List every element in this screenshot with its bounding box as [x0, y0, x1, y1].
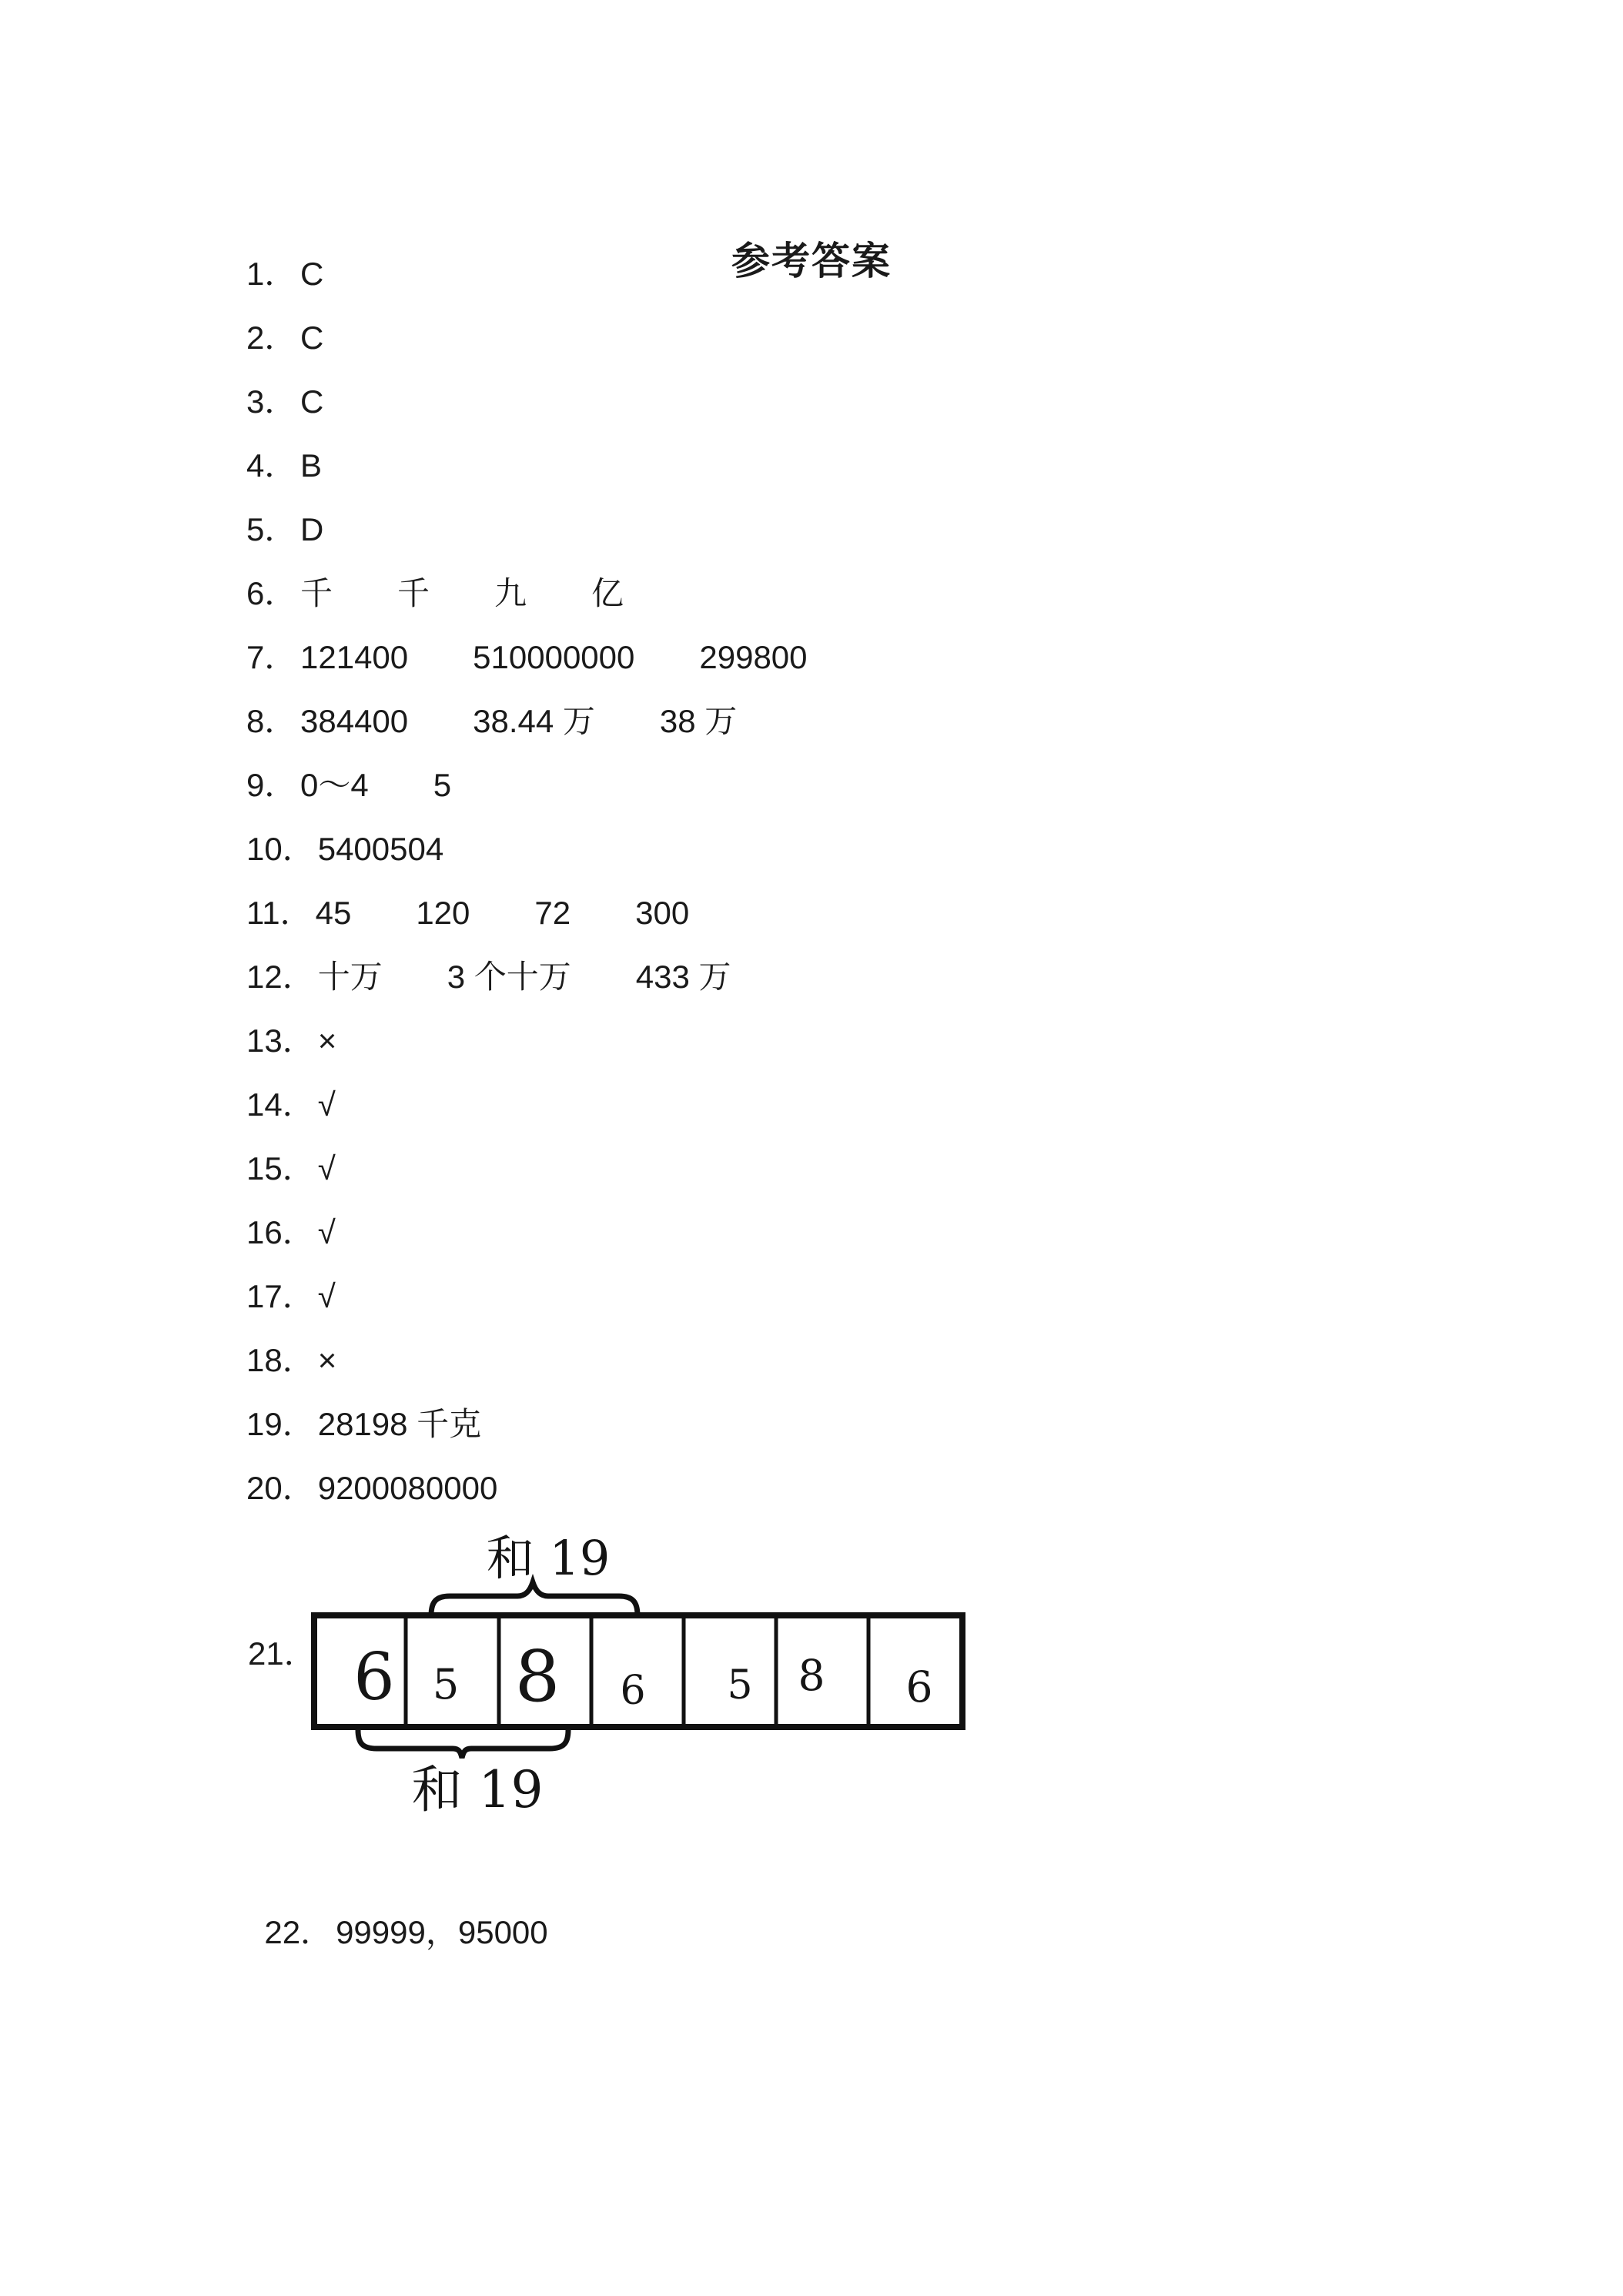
answer-row-21	[0, 1505, 1623, 1867]
strip-cell-value: 5	[727, 1662, 753, 1709]
answer-row-13	[246, 1009, 1478, 1073]
answer-row-1	[246, 242, 1478, 306]
answer-text: C	[300, 256, 324, 292]
top-brace	[431, 1582, 637, 1615]
answer-row-14	[246, 1073, 1478, 1136]
strip-cell-value: 6	[620, 1668, 646, 1714]
answer-text: 千 千 九 亿	[300, 575, 624, 611]
answer-number: 18．	[246, 1342, 315, 1378]
answer-number: 17．	[246, 1278, 315, 1314]
answer-text: 99999，95000	[336, 1914, 548, 1950]
strip-cell-value: 6	[905, 1662, 933, 1712]
answer-text: C	[300, 383, 324, 420]
bottom-sum-label: 和 19	[411, 1760, 544, 1819]
answer-row-16	[246, 1200, 1478, 1264]
answer-text: 384400 38.44 万 38 万	[300, 703, 738, 739]
answer-number: 11．	[246, 895, 313, 931]
answer-number: 1．	[246, 256, 297, 292]
answer-text: 0～4 5	[300, 767, 452, 803]
answer-text: 121400 510000000 299800	[300, 639, 808, 675]
answer-number: 9．	[246, 767, 297, 803]
answer-row-19	[246, 1392, 1478, 1456]
answer-list	[246, 242, 1478, 1520]
answer-number: 10．	[246, 831, 315, 867]
answer-text: √	[317, 1086, 336, 1123]
top-sum-label: 和 19	[486, 1530, 611, 1586]
answer-row-17	[246, 1264, 1478, 1328]
strip-cell-value: 8	[798, 1651, 825, 1700]
answer-text: √	[317, 1278, 336, 1314]
answer-text: D	[300, 511, 324, 547]
answer-row-22	[246, 1836, 548, 1950]
answer-number: 12．	[246, 959, 315, 995]
page-title: 参考答案	[731, 239, 892, 283]
answer-number: 14．	[246, 1086, 315, 1123]
answer-row-7	[246, 625, 1478, 689]
strip-cell-value: 8	[514, 1635, 561, 1718]
answer-row-9	[246, 753, 1478, 817]
answer-text: √	[317, 1150, 336, 1186]
answer-text: C	[300, 320, 324, 356]
answer-text: 45 120 72 300	[315, 895, 690, 931]
bottom-brace	[358, 1730, 568, 1758]
answer-number: 3．	[246, 383, 297, 420]
answer-text: 9200080000	[317, 1470, 498, 1506]
answer-number: 15．	[246, 1150, 315, 1186]
answer-row-5	[246, 497, 1478, 561]
answer-number: 19．	[246, 1406, 315, 1442]
answer-number: 8．	[246, 703, 297, 739]
answer-row-10	[246, 817, 1478, 881]
answer-number: 13．	[246, 1022, 315, 1059]
answer-row-8	[246, 689, 1478, 753]
answer-row-6	[246, 561, 1478, 625]
answer-number: 16．	[246, 1214, 315, 1250]
answer-text: 5400504	[317, 831, 444, 867]
answer-number: 21．	[248, 1635, 316, 1672]
answer-row-4	[246, 433, 1478, 497]
answer-number: 20．	[246, 1470, 315, 1506]
answer-row-18	[246, 1328, 1478, 1392]
answer-number: 7．	[246, 639, 297, 675]
answer-number: 5．	[246, 511, 297, 547]
answer-row-2	[246, 306, 1478, 370]
strip-cell-value: 5	[432, 1660, 460, 1709]
number-strip-diagram	[231, 1505, 1009, 1867]
answer-text: √	[317, 1214, 336, 1250]
answer-text: 十万 3 个十万 433 万	[317, 959, 731, 995]
answer-row-3	[246, 370, 1478, 433]
answer-text: ×	[317, 1342, 337, 1378]
answer-row-12	[246, 945, 1478, 1009]
answer-row-11	[246, 881, 1478, 945]
answer-number: 6．	[246, 575, 297, 611]
answer-number: 2．	[246, 320, 297, 356]
answer-row-15	[246, 1136, 1478, 1200]
answer-number: 4．	[246, 447, 297, 484]
answer-number: 22．	[264, 1914, 333, 1950]
strip-cell-value: 6	[353, 1639, 395, 1715]
answer-text: B	[300, 447, 323, 484]
answer-text: ×	[317, 1022, 337, 1059]
answer-text: 28198 千克	[317, 1406, 482, 1442]
